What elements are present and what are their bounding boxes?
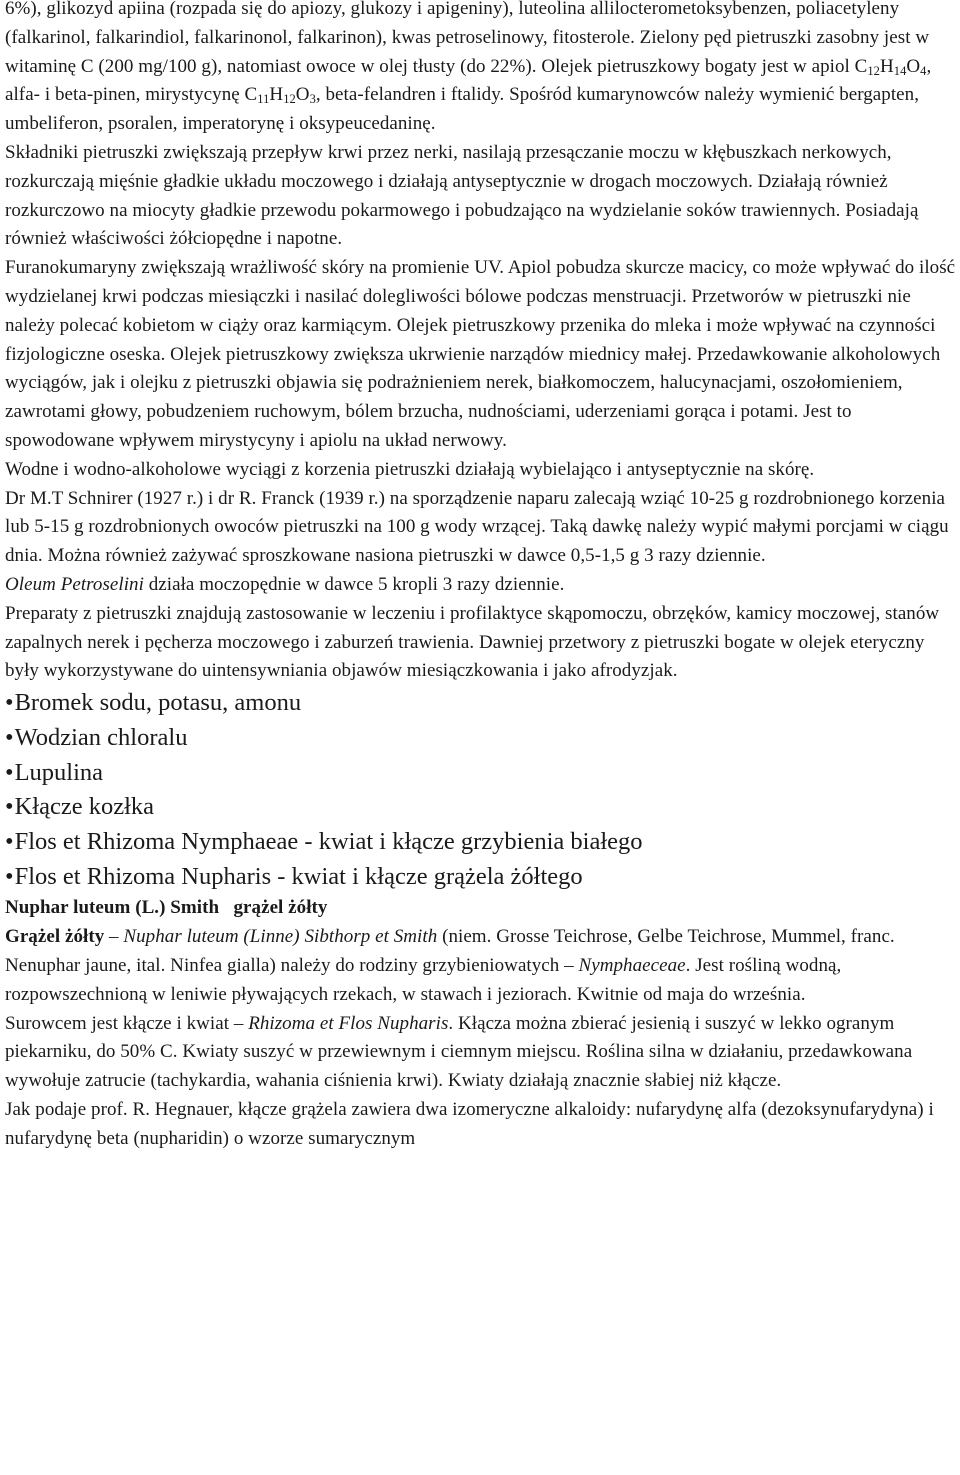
text-run: , alfa- i beta-pinen, mirystycynę C (5, 55, 932, 106)
plant-name: Grążel żółty (5, 926, 105, 948)
list-item-label: Bromek sodu, potasu, amonu (14, 689, 302, 717)
latin-name: Nuphar luteum (Linne) Sibthorp et Smith (123, 926, 438, 948)
list-item (5, 860, 956, 895)
paragraph-parsley-composition (5, 0, 956, 139)
list-item-label: Flos et Rhizoma Nupharis - kwiat i kłącze grążela żółtego (14, 862, 583, 890)
list-item-label: Kłącze kozłka (14, 793, 155, 821)
paragraph-parsley-warnings: Furanokumaryny zwiększają wrażliwość skóry na promienie UV. Apiol pobudza skurcze macicy, co może wpływać do ilość wydzielanej krwi podczas miesiączki i nasilać dolegliwości bólowe podczas menstruacji. Przetworów w pietruszki nie należy polecać kobietom w ciąży oraz karmiącym. Olejek pietruszkowy przenika do mleka i może wpływać na czynności fizjologiczne oseska. Olejek pietruszkowy zwiększa ukrwienie narządów miednicy małej. Przedawkowanie alkoholowych wyciągów, jak i olejku z pietruszki objawia się podrażnieniem nerek, białkomoczem, halucynacjami, oszołomieniem, zawrotami głowy, pobudzeniem ruchowym, bólem brzucha, nudnościami, uderzeniami gorąca i potami. Jest to spowodowane wpływem mirystycyny i apiolu na układ nerwowy. (5, 257, 956, 451)
paragraph-parsley-preparations: Preparaty z pietruszki znajdują zastosowanie w leczeniu i profilaktyce skąpomoczu, obrzęków, kamicy moczowej, stanów zapalnych nerek i pęcherza moczowego i zaburzeń trawienia. Dawniej przetwory z pietruszki bogate w olejek eteryczny były wykorzystywane do uintensywniania objawów miesiączkowania i jako afrodyzjak. (5, 602, 940, 682)
paragraph-oleum-petroselini (5, 571, 956, 600)
paragraph-parsley-dosage: Dr M.T Schnirer (1927 r.) i dr R. Franck (1939 r.) na sporządzenie naparu zalecają wziąć 10-25 g rozdrobnionego korzenia lub 5-15 g rozdrobnionych owoców pietruszki na 100 g wody wrzącej. Taką dawkę należy wypić małymi porcjami w ciągu dnia. Można również zażywać sproszkowane nasiona pietruszki w dawce 0,5-1,5 g 3 razy dziennie. (5, 487, 949, 567)
subscript: 11 (257, 92, 270, 107)
text-run: H (269, 84, 284, 106)
text-run: działa moczopędnie w dawce 5 kropli 3 razy dziennie. (143, 573, 565, 595)
bullet-icon: • (5, 689, 14, 717)
section-heading-text: Nuphar luteum (L.) Smith grążel żółty (5, 897, 328, 919)
text-run: . Kłącza można zbierać jesienią i suszyć w lekko ogranym piekarniku, do 50% C. Kwiaty suszyć w przewiewnym i ciemnym miejscu. Roślina silna w działaniu, przedawkowana wywołuje zatrucie (tachykardia, wahania ciśnienia krwi). Kwiaty działają znacznie słabiej niż kłącze. (5, 1012, 913, 1092)
bullet-icon: • (5, 723, 14, 751)
bullet-icon: • (5, 862, 14, 890)
list-item (5, 825, 956, 860)
bullet-icon: • (5, 827, 14, 855)
subscript: 3 (309, 92, 316, 107)
list-item (5, 721, 956, 756)
text-run: , beta-felandren i ftalidy. Spośród kumarynowców należy wymienić bergapten, umbeliferon, psoralen, imperatorynę i oksypeucedaninę. (5, 84, 920, 135)
text-run: . Jest rośliną wodną, rozpowszechnioną w leniwie pływających rzekach, w stawach i jeziorach. Kwitnie od maja do września. (5, 954, 842, 1005)
latin-family-name: Nymphaeceae (578, 954, 686, 976)
paragraph-parsley-skin: Wodne i wodno-alkoholowe wyciągi z korzenia pietruszki działają wybielająco i antyseptycznie na skórę. (5, 458, 815, 480)
subscript: 12 (867, 63, 880, 78)
list-item (5, 756, 956, 791)
subscript: 12 (283, 92, 296, 107)
bullet-icon: • (5, 793, 14, 821)
remedy-bullet-list (5, 686, 956, 894)
list-item-label: Flos et Rhizoma Nymphaeae - kwiat i kłącze grzybienia białego (14, 827, 643, 855)
text-run: O (295, 84, 310, 106)
text-run: O (906, 55, 921, 77)
latin-name: Rhizoma et Flos Nupharis (248, 1012, 449, 1034)
list-item (5, 686, 956, 721)
text-run: – (104, 926, 124, 948)
subscript: 14 (893, 63, 907, 78)
bullet-icon: • (5, 758, 14, 786)
paragraph-parsley-effects: Składniki pietruszki zwiększają przepływ krwi przez nerki, nasilają przesączanie moczu w kłębuszkach nerkowych, rozkurczają mięśnie gładkie układu moczowego i działają antyseptycznie w drogach moczowych. Działają również rozkurczowo na miocyty gładkie przewodu pokarmowego i pobudzająco na wydzielanie soków trawiennych. Posiadają również właściwości żółciopędne i napotne. (5, 141, 919, 250)
paragraph-nuphar-alkaloids: Jak podaje prof. R. Hegnauer, kłącze grążela zawiera dwa izomeryczne alkaloidy: nufarydynę alfa (dezoksynufarydyna) i nufarydynę beta (nupharidin) o wzorze sumarycznym (5, 1098, 934, 1149)
text-run: Surowcem jest kłącze i kwiat – (5, 1012, 249, 1034)
subscript: 4 (920, 63, 927, 78)
paragraph-nuphar-description (5, 923, 956, 1009)
list-item-label: Wodzian chloralu (14, 723, 188, 751)
text-run: H (879, 55, 894, 77)
latin-name: Oleum Petroselini (5, 573, 144, 595)
list-item (5, 790, 956, 825)
text-run: 6%), glikozyd apiina (rozpada się do apiozy, glukozy i apigeniny), luteolina allilocterometoksybenzen, poliacetyleny (falkarinol, falkarindiol, falkarinonol, falkarinon), kwas petroselinowy, fitosterole. Zielony pęd pietruszki zasobny jest w witaminę C (200 mg/100 g), natomiast owoce w olej tłusty (do 22%). Olejek pietruszkowy bogaty jest w apiol C (5, 0, 930, 77)
paragraph-nuphar-raw-material (5, 1010, 956, 1096)
section-heading-nuphar (5, 894, 956, 923)
text-run: (niem. Grosse Teichrose, Gelbe Teichrose, Mummel, franc. Nenuphar jaune, ital. Ninfea gialla) należy do rodziny grzybieniowatych – (5, 926, 895, 976)
list-item-label: Lupulina (14, 758, 104, 786)
